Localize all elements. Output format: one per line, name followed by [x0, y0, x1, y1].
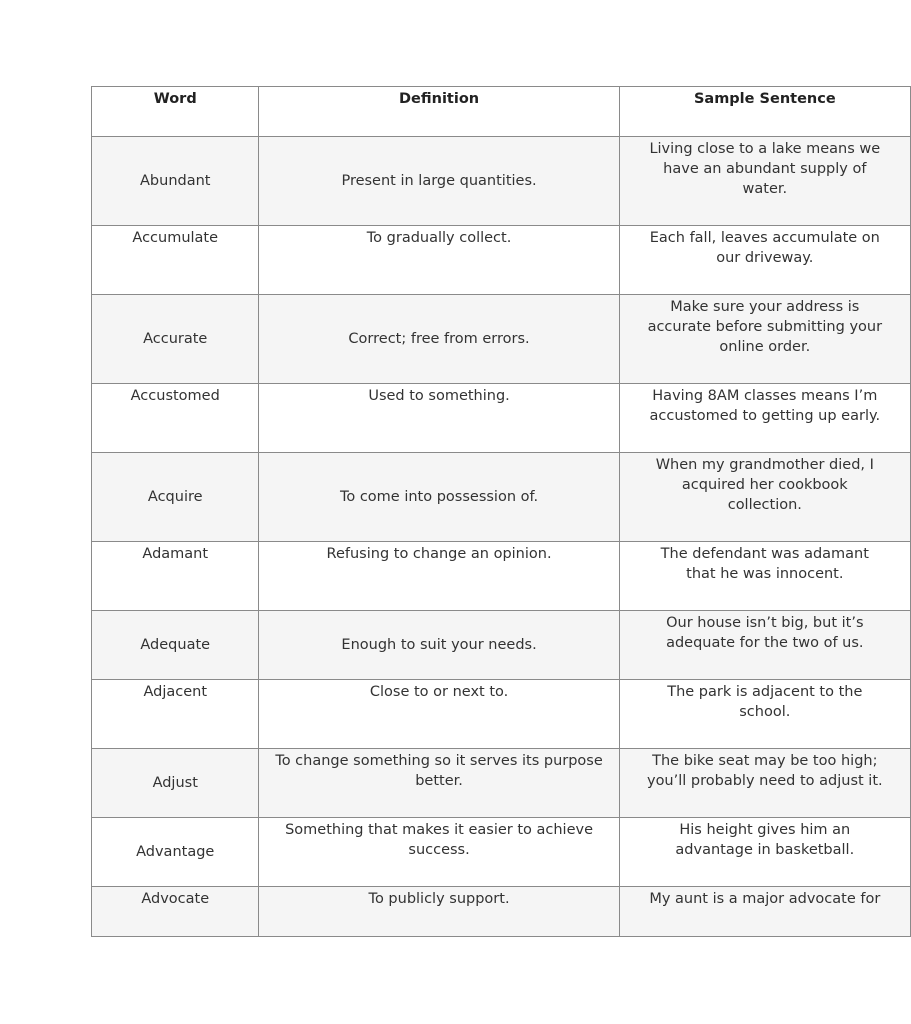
definition-cell: Used to something. — [259, 384, 619, 453]
sentence-text: Each fall, leaves accumulate on our driveway. — [649, 230, 880, 266]
table-row — [92, 680, 911, 749]
sentence-cell — [619, 453, 910, 542]
definition-cell: Close to or next to. — [259, 680, 619, 749]
sentence-cell — [619, 818, 910, 887]
sentence-cell — [619, 137, 910, 226]
word-cell: Accumulate — [92, 226, 259, 295]
sentence-text: Having 8AM classes means I’m accustomed to getting up early. — [649, 388, 881, 424]
word-cell: Accustomed — [92, 384, 259, 453]
table-row — [92, 295, 911, 384]
sentence-cell — [619, 749, 910, 818]
sentence-cell — [619, 384, 910, 453]
table-row — [92, 749, 911, 818]
word-cell: Adjacent — [92, 680, 259, 749]
sentence-cell — [619, 611, 910, 680]
header-word: Word — [92, 87, 259, 137]
table-header-row — [92, 87, 911, 137]
word-cell: Advocate — [92, 887, 259, 937]
definition-cell: To publicly support. — [259, 887, 619, 937]
vocabulary-table — [91, 86, 911, 937]
sentence-text: When my grandmother died, I acquired her cookbook collection. — [655, 457, 874, 513]
definition-cell: To change something so it serves its purpose better. — [259, 749, 619, 818]
sentence-cell — [619, 295, 910, 384]
sentence-text: The defendant was adamant that he was innocent. — [660, 546, 869, 582]
table-row — [92, 887, 911, 937]
word-cell: Abundant — [92, 137, 259, 226]
table-row — [92, 542, 911, 611]
sentence-text: The park is adjacent to the school. — [667, 684, 863, 720]
definition-cell: To come into possession of. — [259, 453, 619, 542]
definition-cell: Enough to suit your needs. — [259, 611, 619, 680]
table-row — [92, 137, 911, 226]
word-cell: Advantage — [92, 818, 259, 887]
sentence-cell — [619, 542, 910, 611]
definition-cell: Something that makes it easier to achieve success. — [259, 818, 619, 887]
definition-cell: Refusing to change an opinion. — [259, 542, 619, 611]
sentence-cell — [619, 226, 910, 295]
header-definition: Definition — [259, 87, 619, 137]
word-cell: Adjust — [92, 749, 259, 818]
definition-cell: Correct; free from errors. — [259, 295, 619, 384]
table-row — [92, 611, 911, 680]
header-sample-sentence: Sample Sentence — [619, 87, 910, 137]
sentence-cell — [619, 680, 910, 749]
table-row — [92, 226, 911, 295]
word-cell: Accurate — [92, 295, 259, 384]
definition-cell: To gradually collect. — [259, 226, 619, 295]
sentence-cell — [619, 887, 910, 937]
word-cell: Adequate — [92, 611, 259, 680]
sentence-text: His height gives him an advantage in basketball. — [675, 822, 855, 858]
word-cell: Acquire — [92, 453, 259, 542]
table-row — [92, 453, 911, 542]
table-row — [92, 818, 911, 887]
sentence-text: The bike seat may be too high; you’ll probably need to adjust it. — [646, 753, 883, 789]
vocabulary-table-container — [91, 86, 883, 937]
sentence-text: My aunt is a major advocate for — [649, 891, 881, 907]
definition-cell: Present in large quantities. — [259, 137, 619, 226]
sentence-text: Make sure your address is accurate before submitting your online order. — [647, 299, 883, 355]
word-cell: Adamant — [92, 542, 259, 611]
table-row — [92, 384, 911, 453]
sentence-text: Living close to a lake means we have an abundant supply of water. — [649, 141, 881, 197]
sentence-text: Our house isn’t big, but it’s adequate for the two of us. — [666, 615, 864, 651]
